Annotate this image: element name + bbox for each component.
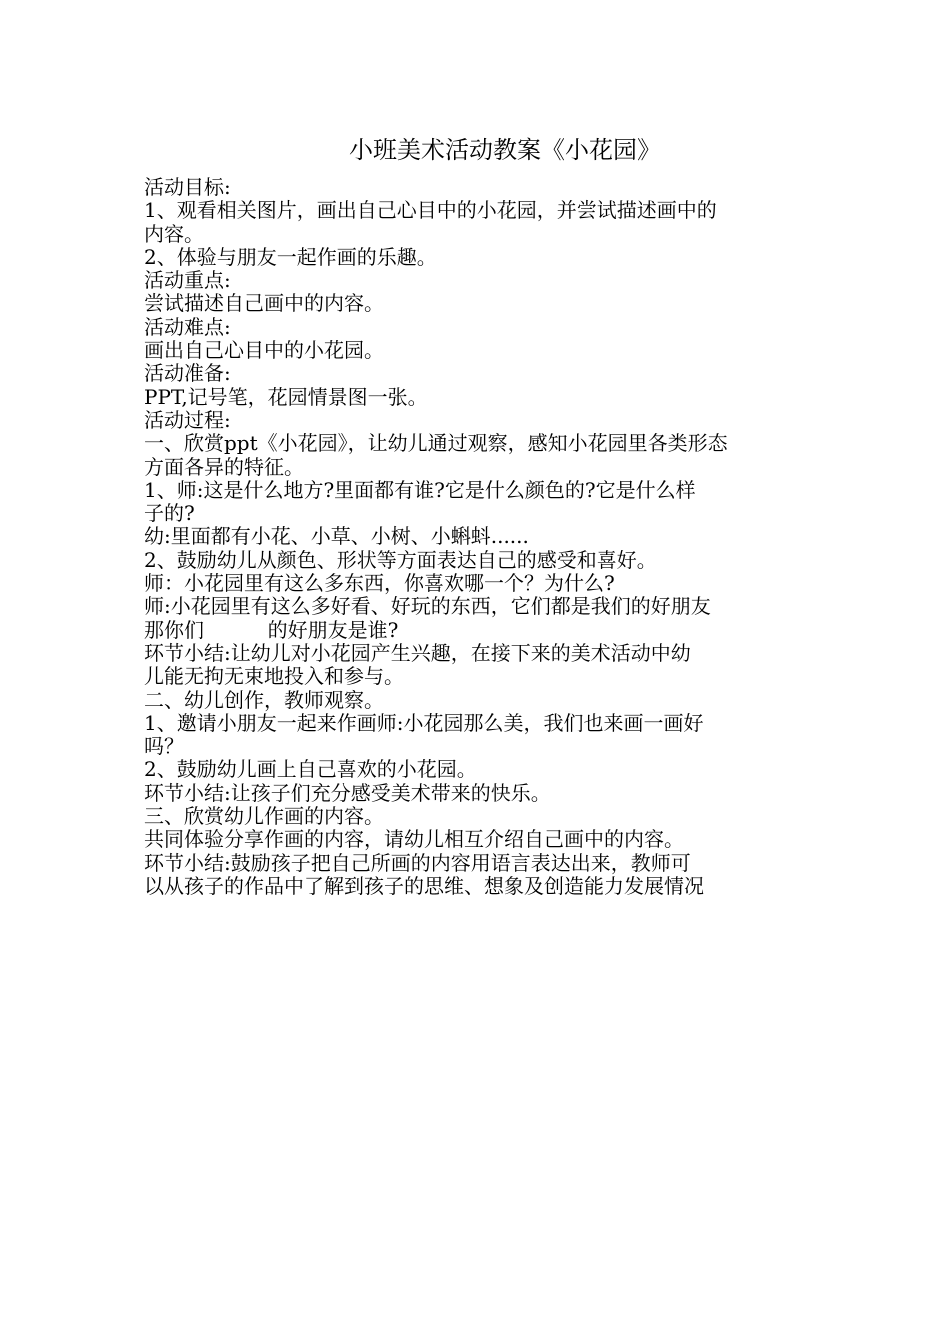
body-line: 共同体验分享作画的内容，请幼儿相互介绍自己画中的内容。 [144,828,684,852]
body-line: 1、师:这是什么地方?里面都有谁?它是什么颜色的?它是什么样 [144,478,696,502]
body-line: 环节小结:让幼儿对小花园产生兴趣，在接下来的美术活动中幼 [144,641,691,665]
body-line: 以从孩子的作品中了解到孩子的思维、想象及创造能力发展情况 [144,874,704,898]
body-line: 一、欣赏ppt《小花园》，让幼儿通过观察，感知小花园里各类形态 [144,432,728,456]
body-line: 画出自己心目中的小花园。 [144,339,384,363]
body-line: 1、邀请小朋友一起来作画师:小花园那么美，我们也来画一画好 [144,711,704,735]
body-line: 师:小花园里有这么多好看、好玩的东西，它们都是我们的好朋友 [144,595,711,619]
body-line: PPT,记号笔，花园情景图一张。 [144,385,428,409]
document-title: 小班美术活动教案《小花园》 [349,136,661,164]
body-line: 活动过程: [144,408,231,432]
body-line: 二、幼儿创作，教师观察。 [144,688,384,712]
body-line: 2、鼓励幼儿从颜色、形状等方面表达自己的感受和喜好。 [144,548,657,572]
body-line: 那你们 的好朋友是谁? [144,618,399,642]
body-line: 活动目标: [144,176,231,199]
body-line: 2、鼓励幼儿画上自己喜欢的小花园。 [144,758,477,782]
body-line: 1、观看相关图片，画出自己心目中的小花园，并尝试描述画中的 [144,199,717,223]
body-line: 环节小结:鼓励孩子把自己所画的内容用语言表达出来，教师可 [144,851,691,875]
body-line: 儿能无拘无束地投入和参与。 [144,665,404,689]
body-line: 尝试描述自己画中的内容。 [144,292,384,316]
body-line: 子的? [144,502,195,526]
body-line: 活动准备: [144,362,231,386]
body-line: 活动重点: [144,269,231,293]
body-line: 活动难点: [144,315,231,339]
body-line: 内容。 [144,222,204,246]
body-line: 2、体验与朋友一起作画的乐趣。 [144,245,437,269]
body-line: 幼:里面都有小花、小草、小树、小蝌蚪...... [144,525,529,549]
body-line: 方面各异的特征。 [144,455,304,479]
body-line: 师：小花园里有这么多东西，你喜欢哪一个？为什么? [144,572,615,596]
body-line: 三、欣赏幼儿作画的内容。 [144,805,384,829]
document-body [144,176,814,898]
body-line: 环节小结:让孩子们充分感受美术带来的快乐。 [144,781,551,805]
body-line: 吗？ [144,735,184,759]
